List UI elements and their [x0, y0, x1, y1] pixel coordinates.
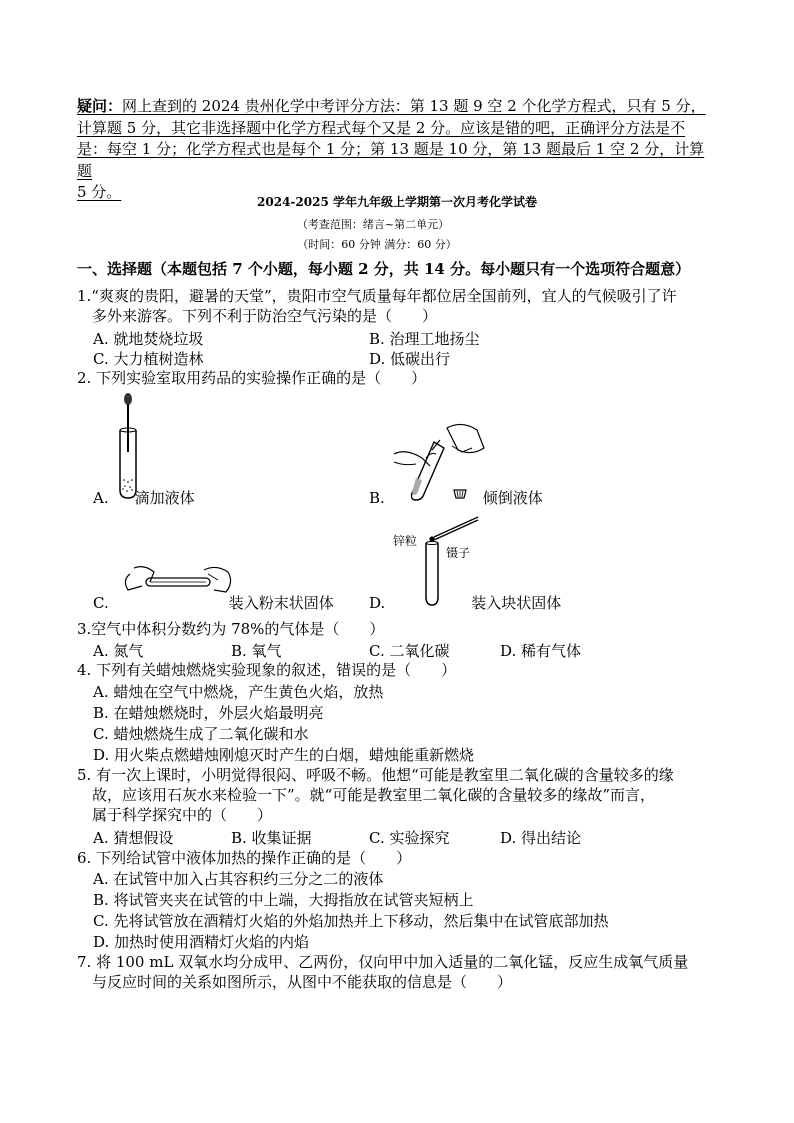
note-line-2: 计算题 5 分，其它非选择题中化学方程式每个又是 2 分。应该是错的吧，正确评分方法是不: [77, 118, 686, 137]
q6-option-a: A. 在试管中加入占其容积约三分之二的液体: [93, 870, 384, 888]
q5-option-d: D. 得出结论: [500, 829, 582, 847]
q6-stem: 6. 下列给试管中液体加热的操作正确的是（ ）: [77, 849, 412, 867]
q3-stem: 3.空气中体积分数约为 78%的气体是（ ）: [77, 620, 385, 638]
q4-option-a: A. 蜡烛在空气中燃烧，产生黄色火焰，放热: [93, 683, 384, 701]
question-note: [77, 96, 717, 204]
q5-line-3: 属于科学探究中的（ ）: [92, 806, 273, 824]
q1-option-a: A. 就地焚烧垃圾: [93, 330, 204, 348]
question-2: [77, 368, 426, 388]
note-line-4: 5 分。: [77, 183, 122, 201]
note-line-3: 是：每空 1 分；化学方程式也是每个 1 分；第 13 题是 10 分，第 13 题最后 1 空 2 分，计算题: [77, 140, 705, 180]
q5-option-c: C. 实验探究: [369, 829, 450, 847]
exam-title: 2024-2025 学年九年级上学期第一次月考化学试卷: [257, 195, 537, 209]
q2-option-d-label: D.: [369, 594, 386, 612]
q1-option-d: D. 低碳出行: [369, 350, 451, 368]
q7-line-2: 与反应时间的关系如图所示，从图中不能获取的信息是（ ）: [92, 973, 513, 991]
question-6: [77, 848, 411, 868]
q3-option-c: C. 二氧化碳: [369, 642, 450, 660]
q5-line-2: 故，应该用石灰水来检验一下”。就“可能是教室里二氧化碳的含量较多的缘故”而言，: [92, 786, 656, 804]
tweezer-label: 镊子: [446, 546, 471, 560]
q2-option-c: [93, 592, 334, 613]
q2-option-a: [93, 487, 195, 508]
q2-option-b: [369, 487, 543, 508]
q2-option-a-label: A.: [93, 489, 109, 507]
q2-option-c-label: C.: [93, 594, 109, 612]
q3-option-a: A. 氮气: [93, 642, 144, 660]
q1-line-2: 多外来游客。下列不利于防治空气污染的是（ ）: [92, 307, 438, 325]
note-label: 疑问：: [77, 97, 123, 115]
q5-option-b: B. 收集证据: [231, 829, 312, 847]
note-line-1: 网上查到的 2024 贵州化学中考评分方法：第 13 题 9 空 2 个化学方程式，只有 5 分，: [122, 97, 706, 115]
q6-option-d: D. 加热时使用酒精灯火焰的内焰: [93, 933, 310, 951]
q2-option-d: [369, 592, 561, 613]
q2-option-d-text: 装入块状固体: [471, 594, 562, 612]
q1-option-b: B. 治理工地扬尘: [369, 330, 480, 348]
q1-option-c: C. 大力植树造林: [93, 350, 204, 368]
exam-scope: （考查范围：绪言~第二单元）: [296, 218, 450, 231]
q2-option-b-label: B.: [369, 489, 385, 507]
question-1: [77, 286, 677, 326]
q2-stem: 2. 下列实验室取用药品的实验操作正确的是（ ）: [77, 369, 427, 387]
question-4: [77, 660, 456, 680]
zinc-label: 锌粒: [393, 534, 418, 548]
q7-line-1: 7. 将 100 mL 双氧水均分成甲、乙两份，仅向甲中加入适量的二氧化锰，反应生成氧气质量: [77, 953, 689, 971]
q4-stem: 4. 下列有关蜡烛燃烧实验现象的叙述，错误的是（ ）: [77, 661, 457, 679]
q2-option-b-text: 倾倒液体: [482, 489, 543, 507]
q5-option-a: A. 猜想假设: [93, 829, 174, 847]
q2-option-c-text: 装入粉末状固体: [228, 594, 334, 612]
exam-time: （时间：60 分钟 满分：60 分）: [297, 238, 457, 251]
q4-option-d: D. 用火柴点燃蜡烛刚熄灭时产生的白烟，蜡烛能重新燃烧: [93, 746, 475, 764]
section-heading: 一、选择题（本题包括 7 个小题，每小题 2 分，共 14 分。每小题只有一个选项符合题意）: [77, 260, 691, 278]
question-7: [77, 952, 688, 992]
q2-option-a-text: 滴加液体: [134, 489, 195, 507]
q4-option-c: C. 蜡烛燃烧生成了二氧化碳和水: [93, 725, 309, 743]
q6-option-c: C. 先将试管放在酒精灯火焰的外焰加热并上下移动，然后集中在试管底部加热: [93, 912, 609, 930]
q1-line-1: 1.“爽爽的贵阳，避暑的天堂”，贵阳市空气质量每年都位居全国前列，宜人的气候吸引了许: [77, 287, 677, 305]
q6-option-b: B. 将试管夹夹在试管的中上端，大拇指放在试管夹短柄上: [93, 891, 474, 909]
q5-line-1: 5. 有一次上课时，小明觉得很闷、呼吸不畅。他想“可能是教室里二氧化碳的含量较多的缘: [77, 766, 674, 784]
question-5: [77, 765, 674, 825]
q3-option-b: B. 氧气: [231, 642, 282, 660]
dropper-illustration: [108, 390, 148, 502]
q3-option-d: D. 稀有气体: [500, 642, 582, 660]
q4-option-b: B. 在蜡烛燃烧时，外层火焰最明亮: [93, 704, 324, 722]
question-3: [77, 619, 384, 639]
